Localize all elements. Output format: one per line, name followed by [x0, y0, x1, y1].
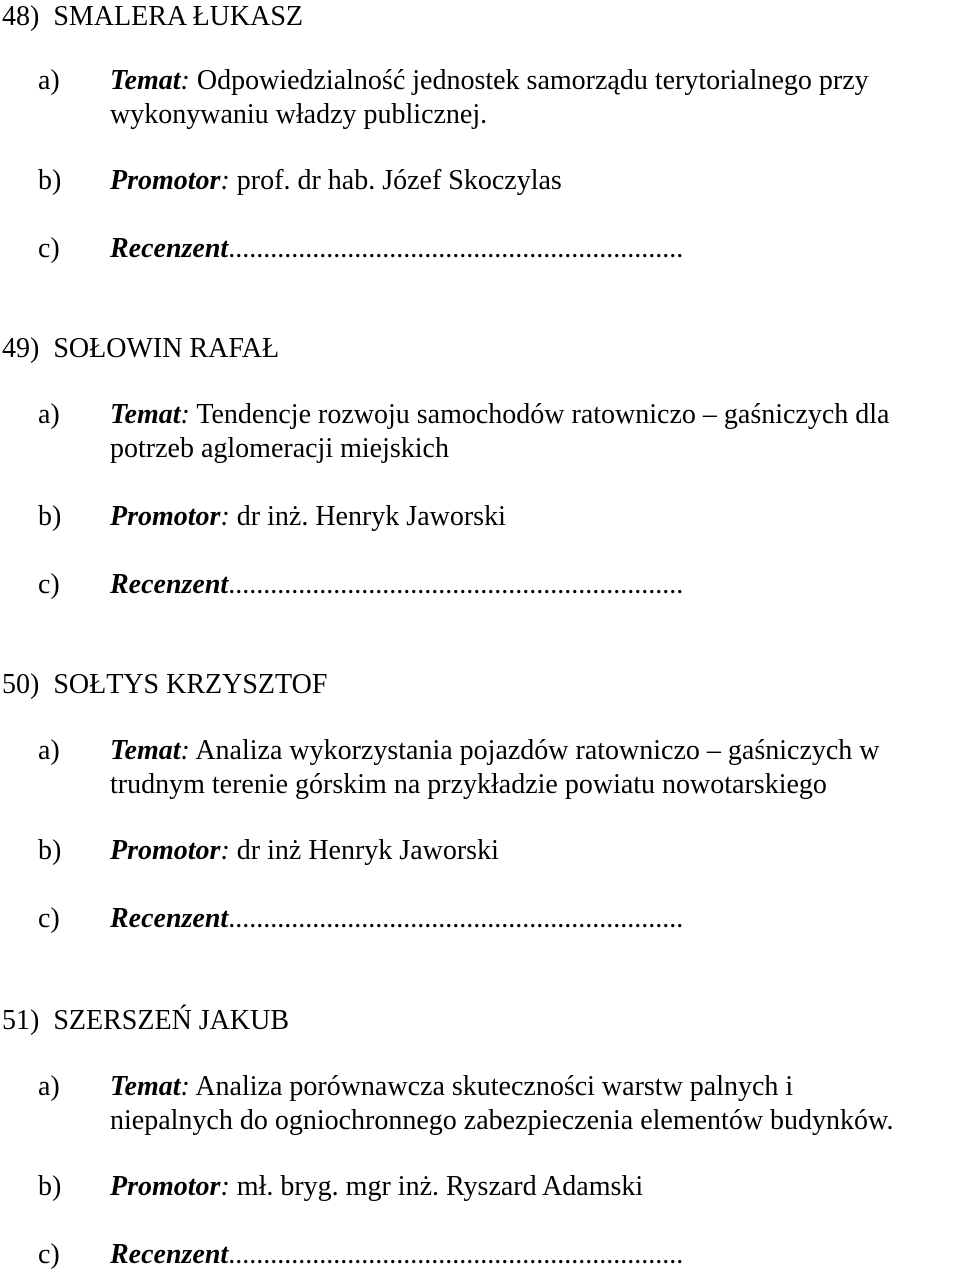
item-letter: b): [38, 835, 62, 866]
student-name: SZERSZEŃ JAKUB: [53, 1005, 290, 1036]
promotor-label: Promotor: [110, 1171, 221, 1202]
entry-number: 51): [2, 1005, 40, 1036]
item-letter: b): [38, 501, 62, 532]
topic-line-1: Tendencje rozwoju samochodów ratowniczo – gaśniczych dla: [196, 399, 890, 430]
item-letter: c): [38, 1239, 60, 1270]
item-letter: a): [38, 399, 60, 430]
reviewer-dots: .................................................................: [228, 903, 684, 934]
topic-line-1: Analiza porównawcza skuteczności warstw palnych i: [195, 1071, 794, 1102]
item-letter: a): [38, 65, 60, 96]
student-heading: [2, 0, 303, 34]
promotor-label: Promotor: [110, 501, 221, 532]
item-letter: a): [38, 1071, 60, 1102]
reviewer-label: Recenzent: [110, 569, 229, 600]
reviewer-label: Recenzent: [110, 233, 229, 264]
item-letter: b): [38, 165, 62, 196]
promotor-value: mł. bryg. mgr inż. Ryszard Adamski: [236, 1171, 644, 1202]
item-letter: c): [38, 569, 60, 600]
reviewer-label: Recenzent: [110, 1239, 229, 1270]
topic-line-2: niepalnych do ogniochronnego zabezpieczenia elementów budynków.: [110, 1105, 894, 1136]
promotor-label: Promotor: [110, 835, 221, 866]
topic-line-2: potrzeb aglomeracji miejskich: [110, 433, 449, 464]
student-name: SOŁOWIN RAFAŁ: [53, 333, 280, 364]
topic-label: Temat: [110, 1071, 181, 1102]
topic-label: Temat: [110, 65, 181, 96]
promotor-label: Promotor: [110, 165, 221, 196]
promotor-value: dr inż Henryk Jaworski: [236, 835, 499, 866]
reviewer-dots: .................................................................: [228, 233, 684, 264]
topic-line-2: wykonywaniu władzy publicznej.: [110, 99, 488, 130]
topic-label: Temat: [110, 399, 181, 430]
item-letter: c): [38, 233, 60, 264]
entry-number: 48): [2, 1, 40, 32]
promotor-value: prof. dr hab. Józef Skoczylas: [236, 165, 562, 196]
entry-number: 50): [2, 669, 40, 700]
topic-line-1: Analiza wykorzystania pojazdów ratowniczo – gaśniczych w: [195, 735, 880, 766]
reviewer-dots: .................................................................: [228, 569, 684, 600]
student-heading: [2, 332, 279, 366]
student-heading: [2, 1004, 289, 1038]
reviewer-label: Recenzent: [110, 903, 229, 934]
student-name: SOŁTYS KRZYSZTOF: [53, 669, 328, 700]
item-letter: b): [38, 1171, 62, 1202]
topic-line-2: trudnym terenie górskim na przykładzie powiatu nowotarskiego: [110, 769, 827, 800]
item-letter: c): [38, 903, 60, 934]
topic-line-1: Odpowiedzialność jednostek samorządu terytorialnego przy: [196, 65, 869, 96]
promotor-value: dr inż. Henryk Jaworski: [236, 501, 506, 532]
entry-number: 49): [2, 333, 40, 364]
student-name: SMALERA ŁUKASZ: [53, 1, 304, 32]
thesis-list-page: 48) SMALERA ŁUKASZ a) Temat: Odpowiedzialność jednostek samorządu terytorialnego przy wykonywaniu władzy publicznej. b) Promotor: prof. dr hab. Józef Skoczylas c) Recenzent................................................................. 49) SOŁOWIN RAFAŁ a) Temat: Tendencje rozwoju samochodów ratowniczo – gaśniczych dla potrzeb aglomeracji miejskich b) Promotor: dr inż. Henryk Jaworski c) Recenzent................................................................. 50) SOŁTYS KRZYSZTOF a) Temat: Analiza wykorzystania pojazdów ratowniczo – gaśniczych w trudnym terenie górskim na przykładzie powiatu nowotarskiego b) Promotor: dr inż Henryk Jaworski c) Recenzent................................................................. 51) SZERSZEŃ JAKUB a) Temat: Analiza porównawcza skuteczności warstw palnych i niepalnych do ogniochronnego zabezpieczenia elementów budynków. b) Promotor: mł. bryg. mgr inż. Ryszard Adamski c) Recenzent.................................................................: [2, 1, 894, 1270]
student-heading: [2, 668, 327, 702]
reviewer-dots: .................................................................: [228, 1239, 684, 1270]
item-letter: a): [38, 735, 60, 766]
topic-label: Temat: [110, 735, 181, 766]
